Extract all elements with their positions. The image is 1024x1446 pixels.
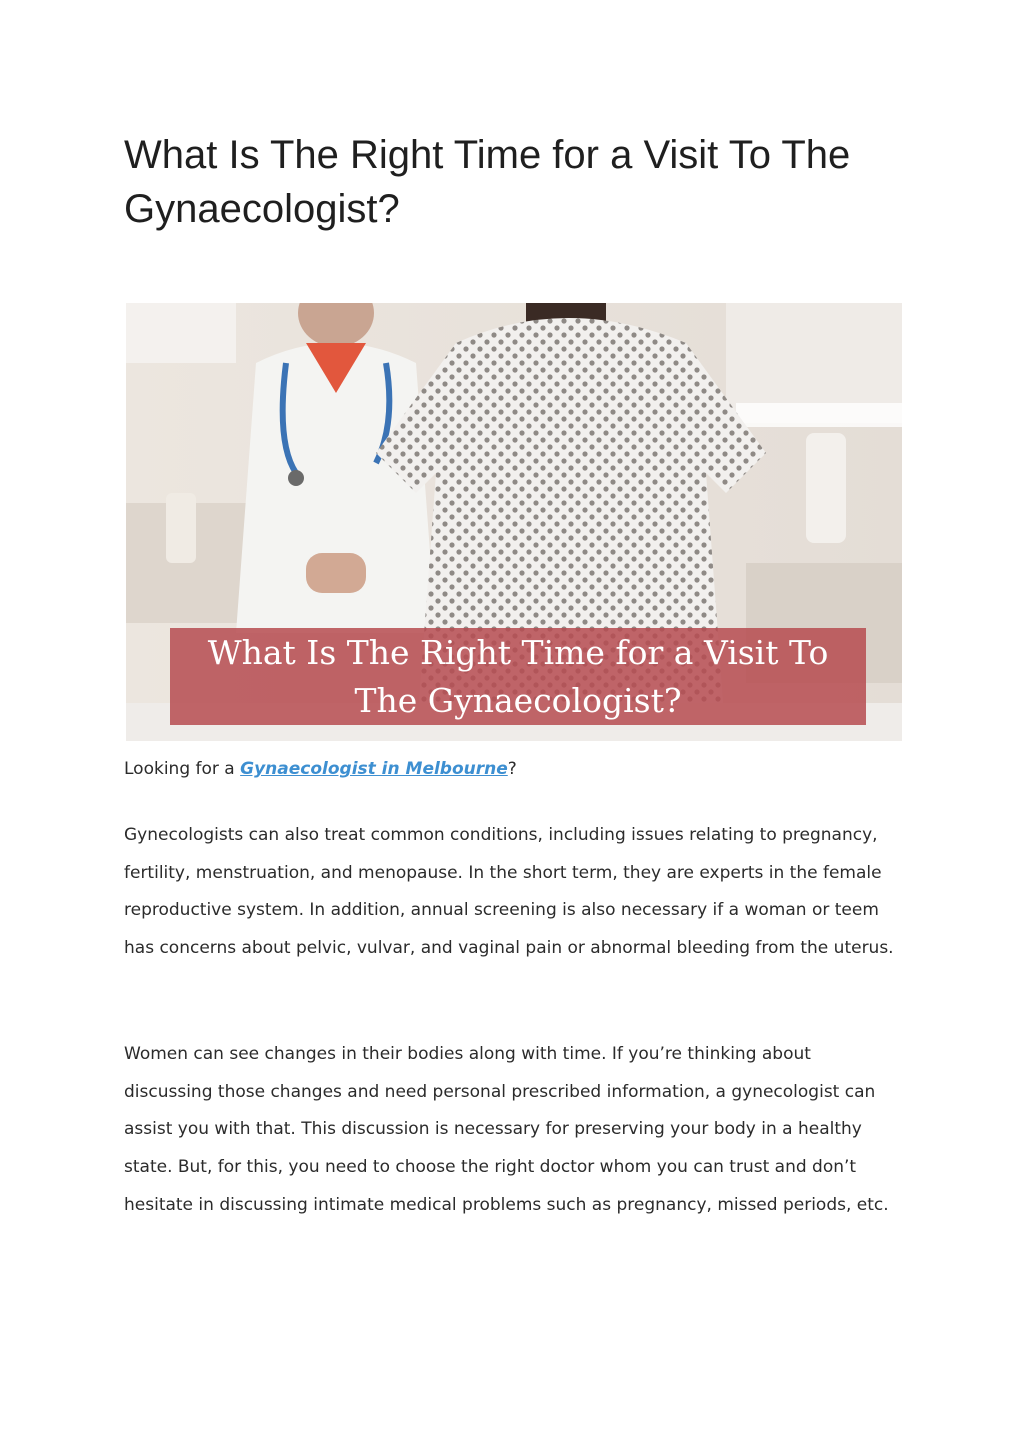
banner-line-1: What Is The Right Time for a Visit To: [207, 632, 829, 672]
hero-image: [126, 303, 902, 741]
gynaecologist-melbourne-link[interactable]: Gynaecologist in Melbourne: [240, 759, 508, 779]
cabinet-left: [126, 303, 236, 363]
page-title: What Is The Right Time for a Visit To The Gynaecologist?: [124, 133, 851, 231]
intro-prefix: Looking for a: [124, 759, 241, 779]
intro-suffix: ?: [507, 759, 517, 779]
paragraph-2: Women can see changes in their bodies along with time. If you’re thinking about discussing those changes and need personal prescribed information, a gynecologist can assist you with that. This discussion is necessary for preserving your body in a healthy state. But, for this, you need to choose the right doctor whom you can trust and don’t hesitate in discussing intimate medical problems such as pregnancy, missed periods, etc.: [124, 1044, 889, 1215]
image-banner: [170, 628, 866, 725]
jar: [166, 493, 196, 563]
dispenser: [806, 433, 846, 543]
paragraph-1: Gynecologists can also treat common conditions, including issues relating to pregnancy, fertility, menstruation, and menopause. In the short term, they are experts in the female reproductive system. In addition, annual screening is also necessary if a woman or teem has concerns about pelvic, vulvar, and vaginal pain or abnormal bleeding from the uterus.: [124, 825, 894, 959]
banner-line-2: The Gynaecologist?: [354, 680, 682, 720]
intro-line: [124, 754, 904, 784]
